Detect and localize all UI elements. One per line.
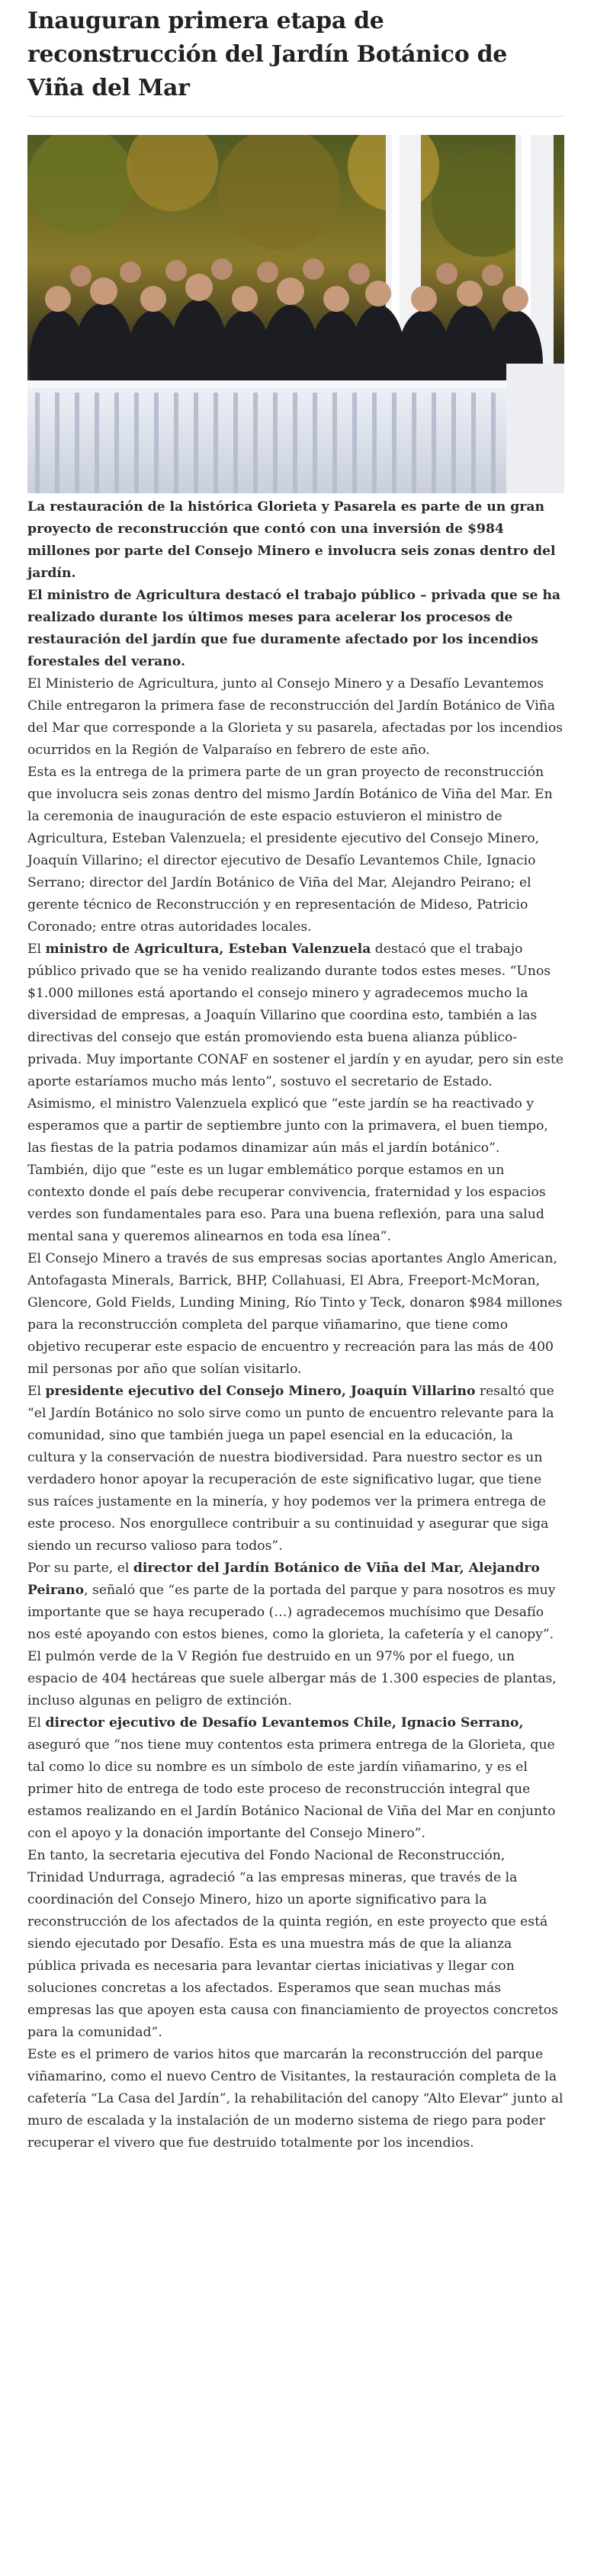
lead-paragraph-1: La restauración de la histórica Glorieta y Pasarela es parte de un gran proyecto de reconstrucción que contó con una inversión de $984 millones por parte del Consejo Minero e involucra seis zonas dentro del jardín.	[27, 499, 556, 581]
paragraph-6-pre: El	[27, 1384, 46, 1399]
paragraph-3-post: destacó que el trabajo público privado que se ha venido realizando durante todos estes meses. “Unos $1.000 millones está aportando el consejo minero y agradecemos mucho la diversidad de empresas, a Joaquín Villarino que coordina esto, también a las directivas del consejo que están promoviendo esta buena alianza público- privada. Muy importante CONAF en sostener el jardín y en ayudar, pero sin este aporte estaríamos mucho más lento”, sostuvo el secretario de Estado.	[27, 942, 564, 1089]
paragraph-7-post: , señaló que “es parte de la portada del parque y para nosotros es muy importante que se haya recuperado (…) agradecemos muchísimo que Desafío nos esté apoyando con estos bienes, como la glorieta, la cafetería y el canopy”.	[27, 1583, 556, 1642]
paragraph-7	[27, 1557, 564, 1646]
lead-paragraph-2: El ministro de Agricultura destacó el trabajo público – privada que se ha realizado durante los últimos meses para acelerar los procesos de restauración del jardín que fue duramente afectado por los incendios forestales del verano.	[27, 588, 561, 669]
paragraph-9-pre: El	[27, 1715, 46, 1731]
paragraph-6-bold: presidente ejecutivo del Consejo Minero, Joaquín Villarino	[45, 1384, 476, 1399]
paragraph-8: El pulmón verde de la V Región fue destruido en un 97% por el fuego, un espacio de 404 hectáreas que suele albergar más de 1.300 especies de plantas, incluso algunas en peligro de extinción.	[27, 1649, 557, 1708]
paragraph-5: El Consejo Minero a través de sus empresas socias aportantes Anglo American, Antofagasta Minerals, Barrick, BHP, Collahuasi, El Abra, Freeport-McMoran, Glencore, Gold Fields, Lunding Mining, Río Tinto y Teck, donaron $984 millones para la reconstrucción completa del parque viñamarino, que tiene como objetivo recuperar este espacio de encuentro y recreación para las más de 400 mil personas por año que solían visitarlo.	[27, 1251, 563, 1377]
title-divider	[27, 116, 564, 117]
paragraph-3-bold: ministro de Agricultura, Esteban Valenzuela	[45, 942, 371, 957]
paragraph-2: Esta es la entrega de la primera parte de un gran proyecto de reconstrucción que involucra seis zonas dentro del mismo Jardín Botánico de Viña del Mar. En la ceremonia de inauguración de este espacio estuvieron el ministro de Agricultura, Esteban Valenzuela; el presidente ejecutivo del Consejo Minero, Joaquín Villarino; el director ejecutivo de Desafío Levantemos Chile, Ignacio Serrano; director del Jardín Botánico de Viña del Mar, Alejandro Peirano; el gerente técnico de Reconstrucción y en representación de Mideso, Patricio Coronado; entre otras autoridades locales.	[27, 765, 553, 935]
paragraph-4: Asimismo, el ministro Valenzuela explicó que “este jardín se ha reactivado y esperamos que a partir de septiembre junto con la primavera, el buen tiempo, las fiestas de la patria podamos dinamizar aún más el jardín botánico”. También, dijo que “este es un lugar emblemático porque estamos en un contexto donde el país debe recuperar convivencia, fraternidad y los espacios verdes son fundamentales para eso. Para una buena reflexión, para una salud mental sana y queremos alinearnos en toda esa línea”.	[27, 1096, 548, 1244]
paragraph-3-pre: El	[27, 942, 46, 957]
paragraph-3	[27, 938, 564, 1093]
paragraph-7-bold: director del Jardín Botánico de Viña del Mar, Alejandro Peirano	[27, 1561, 540, 1598]
group-photo-icon	[27, 135, 564, 493]
paragraph-9-bold: director ejecutivo de Desafío Levantemos Chile, Ignacio Serrano,	[45, 1715, 524, 1731]
article-photo	[27, 135, 564, 493]
article-page	[27, 0, 564, 2154]
article-body	[27, 496, 564, 2154]
paragraph-9	[27, 1712, 564, 1845]
paragraph-11: Este es el primero de varios hitos que marcarán la reconstrucción del parque viñamarino, como el nuevo Centro de Visitantes, la restauración completa de la cafetería “La Casa del Jardín”, la rehabilitación del canopy “Alto Elevar” junto al muro de escalada y la instalación de un moderno sistema de riego para poder recuperar el vivero que fue destruido totalmente por los incendios.	[27, 2047, 563, 2151]
paragraph-10: En tanto, la secretaria ejecutiva del Fondo Nacional de Reconstrucción, Trinidad Undurraga, agradeció “a las empresas mineras, que través de la coordinación del Consejo Minero, hizo un aporte significativo para la reconstrucción de los afectados de la quinta región, en este proyecto que está siendo ejecutado por Desafío. Esta es una muestra más de que la alianza pública privada es necesaria para levantar ciertas iniciativas y llegar con soluciones concretas a los afectados. Esperamos que sean muchas más empresas las que apoyen esta causa con financiamiento de proyectos concretos para la comunidad”.	[27, 1848, 558, 2040]
paragraph-6	[27, 1381, 564, 1557]
paragraph-9-post: aseguró que “nos tiene muy contentos esta primera entrega de la Glorieta, que tal como lo dice su nombre es un símbolo de este jardín viñamarino, y es el primer hito de entrega de todo este proceso de reconstrucción integral que estamos realizando en el Jardín Botánico Nacional de Viña del Mar en conjunto con el apoyo y la donación importante del Consejo Minero”.	[27, 1737, 556, 1841]
paragraph-1: El Ministerio de Agricultura, junto al Consejo Minero y a Desafío Levantemos Chile entregaron la primera fase de reconstrucción del Jardín Botánico de Viña del Mar que corresponde a la Glorieta y su pasarela, afectadas por los incendios ocurridos en la Región de Valparaíso en febrero de este año.	[27, 676, 563, 758]
article-title: Inauguran primera etapa de reconstrucción del Jardín Botánico de Viña del Mar	[27, 8, 508, 101]
paragraph-6-post: resaltó que “el Jardín Botánico no solo sirve como un punto de encuentro relevante para la comunidad, sino que también juega un papel esencial en la educación, la cultura y la conservación de nuestra biodiversidad. Para nuestro sector es un verdadero honor apoyar la recuperación de este significativo lugar, que tiene sus raíces justamente en la minería, y hoy podemos ver la primera entrega de este proceso. Nos enorgullece contribuir a su continuidad y asegurar que siga siendo un recurso valioso para todos”.	[27, 1384, 554, 1554]
paragraph-7-pre: Por su parte, el	[27, 1561, 133, 1576]
